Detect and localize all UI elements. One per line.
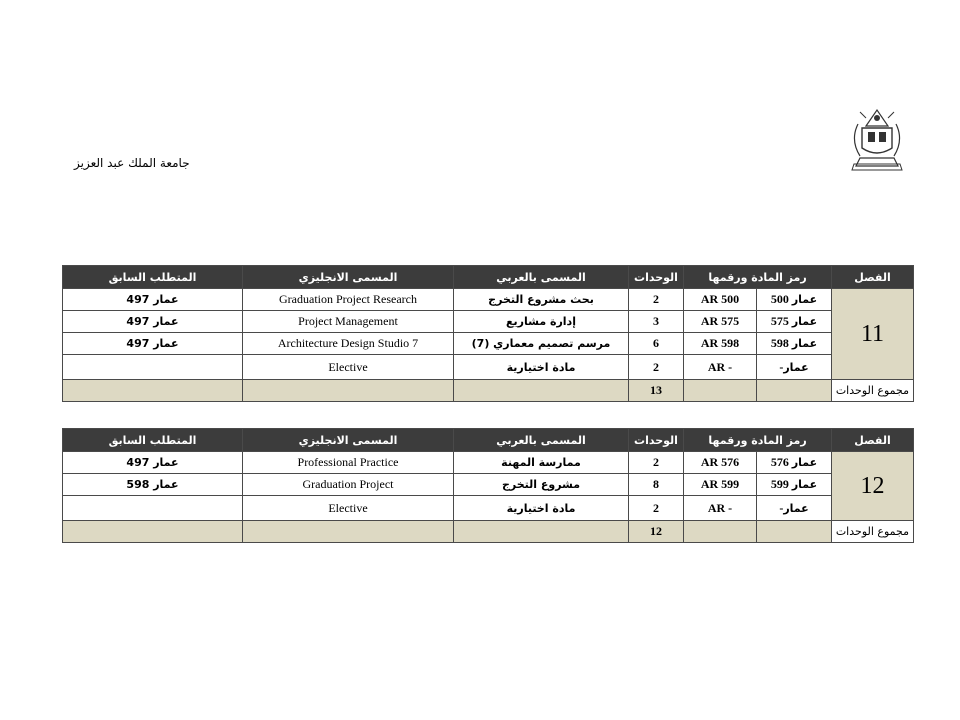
english-title-cell: Architecture Design Studio 7 — [243, 333, 454, 355]
code-ar-number: 576 — [770, 455, 789, 469]
arabic-title-cell: مادة اختيارية — [454, 355, 629, 380]
english-title-cell: Elective — [243, 496, 454, 521]
units-cell: 3 — [629, 311, 684, 333]
arabic-title-cell: ممارسة المهنة — [454, 452, 629, 474]
total-empty-cell — [757, 380, 832, 402]
prereq-cell: عمار 598 — [63, 474, 243, 496]
code-ar-number: - — [779, 500, 784, 515]
prereq-cell: عمار 497 — [63, 452, 243, 474]
prereq-cell — [63, 355, 243, 380]
table-row — [63, 333, 914, 355]
code-en-cell: AR - — [684, 355, 757, 380]
english-title-cell: Elective — [243, 355, 454, 380]
col-arabic-header: المسمى بالعربي — [454, 266, 629, 289]
code-ar-prefix: عمار — [791, 456, 818, 469]
prereq-cell — [63, 496, 243, 521]
arabic-title-cell: مادة اختيارية — [454, 496, 629, 521]
university-name: جامعة الملك عبد العزيز — [74, 156, 190, 170]
arabic-title-cell: إدارة مشاريع — [454, 311, 629, 333]
semester-11-table — [62, 265, 914, 402]
code-en-cell: AR 598 — [684, 333, 757, 355]
total-empty-cell — [243, 380, 454, 402]
units-cell: 8 — [629, 474, 684, 496]
col-code-header: رمز المادة ورقمها — [684, 429, 832, 452]
english-title-cell: Professional Practice — [243, 452, 454, 474]
total-empty-cell — [63, 380, 243, 402]
total-empty-cell — [454, 380, 629, 402]
col-arabic-header: المسمى بالعربي — [454, 429, 629, 452]
col-semester-header: الفصل — [832, 429, 914, 452]
code-ar-prefix: عمار — [791, 478, 818, 491]
col-semester-header: الفصل — [832, 266, 914, 289]
total-label-cell: مجموع الوحدات — [832, 521, 914, 543]
english-title-cell: Graduation Project — [243, 474, 454, 496]
code-ar-number: 500 — [770, 292, 789, 306]
units-cell: 6 — [629, 333, 684, 355]
code-ar-prefix: عمار — [791, 337, 818, 350]
units-cell: 2 — [629, 496, 684, 521]
col-prereq-header: المتطلب السابق — [63, 429, 243, 452]
code-ar-prefix: عمار — [783, 360, 809, 374]
col-units-header: الوحدات — [629, 266, 684, 289]
code-ar-number: 599 — [770, 477, 789, 491]
total-empty-cell — [684, 521, 757, 543]
english-title-cell: Graduation Project Research — [243, 289, 454, 311]
code-en-cell: AR - — [684, 496, 757, 521]
code-ar-cell — [757, 333, 832, 355]
total-units-cell: 12 — [629, 521, 684, 543]
col-english-header: المسمى الانجليزي — [243, 266, 454, 289]
table-row — [63, 355, 914, 380]
total-empty-cell — [684, 380, 757, 402]
total-label-cell: مجموع الوحدات — [832, 380, 914, 402]
table-row — [63, 474, 914, 496]
arabic-title-cell: بحث مشروع التخرج — [454, 289, 629, 311]
prereq-cell: عمار 497 — [63, 289, 243, 311]
code-ar-prefix: عمار — [791, 315, 818, 328]
table-row — [63, 496, 914, 521]
units-cell: 2 — [629, 355, 684, 380]
code-ar-number: 575 — [770, 314, 789, 328]
col-units-header: الوحدات — [629, 429, 684, 452]
code-ar-cell — [757, 474, 832, 496]
col-code-header: رمز المادة ورقمها — [684, 266, 832, 289]
total-row — [63, 521, 914, 543]
code-ar-cell — [757, 496, 832, 521]
code-en-cell: AR 575 — [684, 311, 757, 333]
total-empty-cell — [757, 521, 832, 543]
col-prereq-header: المتطلب السابق — [63, 266, 243, 289]
university-crest-icon — [846, 104, 908, 174]
table-row — [63, 452, 914, 474]
col-english-header: المسمى الانجليزي — [243, 429, 454, 452]
total-empty-cell — [243, 521, 454, 543]
table-header-row — [63, 266, 914, 289]
code-ar-prefix: عمار — [783, 501, 809, 515]
table-row — [63, 289, 914, 311]
units-cell: 2 — [629, 289, 684, 311]
code-en-cell: AR 576 — [684, 452, 757, 474]
code-ar-cell — [757, 452, 832, 474]
semester-12-table — [62, 428, 914, 543]
table-row — [63, 311, 914, 333]
code-ar-prefix: عمار — [791, 293, 818, 306]
arabic-title-cell: مشروع التخرج — [454, 474, 629, 496]
code-ar-cell — [757, 311, 832, 333]
code-ar-cell — [757, 355, 832, 380]
total-empty-cell — [454, 521, 629, 543]
table-header-row — [63, 429, 914, 452]
total-units-cell: 13 — [629, 380, 684, 402]
prereq-cell: عمار 497 — [63, 311, 243, 333]
english-title-cell: Project Management — [243, 311, 454, 333]
code-en-cell: AR 500 — [684, 289, 757, 311]
units-cell: 2 — [629, 452, 684, 474]
prereq-cell: عمار 497 — [63, 333, 243, 355]
arabic-title-cell: مرسم تصميم معماري (7) — [454, 333, 629, 355]
semester-number: 11 — [832, 289, 914, 380]
semester-number: 12 — [832, 452, 914, 521]
code-en-cell: AR 599 — [684, 474, 757, 496]
code-ar-cell — [757, 289, 832, 311]
total-empty-cell — [63, 521, 243, 543]
code-ar-number: - — [779, 359, 784, 374]
code-ar-number: 598 — [770, 336, 789, 350]
total-row — [63, 380, 914, 402]
